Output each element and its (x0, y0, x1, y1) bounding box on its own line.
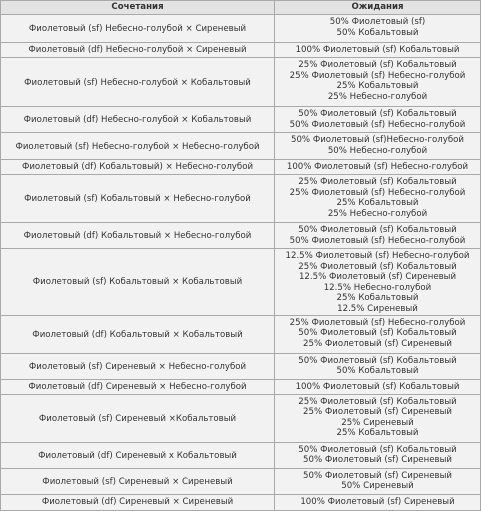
combination-cell: Фиолетовый (df) Сиреневый x Кобальтовый (1, 442, 275, 468)
expectation-line: 50% Фиолетовый (sf) Небесно-голубой (289, 235, 466, 246)
combination-cell: Фиолетовый (df) Кобальтовый × Кобальтовый (1, 315, 275, 353)
expectations-cell (275, 160, 481, 175)
expectations-cell (275, 58, 481, 107)
expectation-line: 12.5% Сиреневый (337, 303, 418, 314)
table-row (1, 133, 481, 160)
combination-cell: Фиолетовый (df) Небесно-голубой × Сиреневый (1, 43, 275, 58)
combination-cell: Фиолетовый (sf) Сиреневый ×Кобальтовый (1, 394, 275, 442)
table-row (1, 494, 481, 510)
table-row (1, 442, 481, 468)
expectation-line: 50% Фиолетовый (sf) Кобальтовый (298, 328, 457, 339)
table-row (1, 249, 481, 316)
expectations-cell (275, 379, 481, 394)
table-row (1, 58, 481, 107)
expectation-line: 25% Фиолетовый (sf) Сиреневый (303, 407, 452, 418)
expectations-cell (275, 107, 481, 133)
expectation-line: 50% Фиолетовый (sf) Кобальтовый (298, 109, 457, 119)
combination-cell: Фиолетовый (sf) Кобальтовый × Небесно-голубой (1, 175, 275, 223)
combination-cell: Фиолетовый (sf) Кобальтовый × Кобальтовый (1, 249, 275, 316)
expectation-line: 50% Фиолетовый (sf) Сиреневый (303, 470, 452, 481)
expectation-line: 25% Кобальтовый (336, 293, 419, 304)
expectation-line: 25% Кобальтовый (336, 198, 419, 209)
expectation-line: 25% Небесно-голубой (327, 91, 428, 102)
expectations-cell (275, 249, 481, 316)
expectation-line: 100% Фиолетовый (sf) Небесно-голубой (286, 162, 469, 172)
expectation-line: 25% Фиолетовый (sf) Кобальтовый (298, 261, 457, 272)
expectation-line: 25% Фиолетовый (sf) Кобальтовый (298, 396, 457, 407)
combination-cell: Фиолетовый (df) Сиреневый × Сиреневый (1, 494, 275, 510)
combination-cell: Фиолетовый (sf) Небесно-голубой × Сиреневый (1, 15, 275, 43)
table-row (1, 15, 481, 43)
column-header-expectations: Ожидания (275, 1, 481, 15)
table-row (1, 107, 481, 133)
expectation-line: 25% Фиолетовый (sf) Кобальтовый (298, 177, 457, 187)
combination-cell: Фиолетовый (sf) Сиреневый × Сиреневый (1, 468, 275, 494)
expectation-line: 25% Фиолетовый (sf) Небесно-голубой (289, 317, 466, 328)
expectations-cell (275, 175, 481, 223)
combination-cell: Фиолетовый (df) Небесно-голубой × Кобальтовый (1, 107, 275, 133)
expectation-line: 12.5% Фиолетовый (sf) Сиреневый (298, 272, 457, 283)
combination-cell: Фиолетовый (sf) Сиреневый × Небесно-голубой (1, 353, 275, 379)
combination-cell: Фиолетовый (df) Сиреневый × Небесно-голубой (1, 379, 275, 394)
expectation-line: 25% Кобальтовый (336, 81, 419, 92)
table-header-row (1, 1, 481, 15)
expectation-line: 50% Небесно-голубой (327, 145, 428, 156)
expectation-line: 50% Сиреневый (341, 481, 414, 492)
expectation-line: 25% Фиолетовый (sf) Кобальтовый (298, 60, 457, 70)
table-row (1, 43, 481, 58)
expectation-line: 25% Небесно-голубой (327, 208, 428, 219)
table-row (1, 315, 481, 353)
expectations-cell (275, 43, 481, 58)
table-row (1, 175, 481, 223)
expectation-line: 25% Фиолетовый (sf) Небесно-голубой (289, 70, 466, 81)
expectation-line: 100% Фиолетовый (sf) Кобальтовый (295, 381, 460, 392)
expectations-cell (275, 494, 481, 510)
expectation-line: 50% Фиолетовый (sf) Кобальтовый (298, 444, 457, 455)
expectation-line: 50% Фиолетовый (sf) Кобальтовый (298, 225, 457, 235)
expectation-line: 25% Сиреневый (341, 417, 414, 428)
expectations-cell (275, 133, 481, 160)
table-row (1, 394, 481, 442)
expectation-line: 50% Фиолетовый (sf) Сиреневый (303, 455, 452, 466)
expectation-line: 50% Фиолетовый (sf) Кобальтовый (298, 355, 457, 366)
expectation-line: 50% Кобальтовый (336, 27, 419, 38)
expectation-line: 25% Кобальтовый (336, 428, 419, 439)
expectation-line: 50% Фиолетовый (sf) Небесно-голубой (289, 119, 466, 130)
expectation-line: 50% Кобальтовый (336, 366, 419, 377)
expectation-line: 12.5% Небесно-голубой (323, 282, 432, 293)
expectation-line: 25% Фиолетовый (sf) Небесно-голубой (289, 187, 466, 198)
expectations-cell (275, 394, 481, 442)
table-body (1, 15, 481, 511)
expectation-line: 100% Фиолетовый (sf) Кобальтовый (295, 45, 460, 55)
expectations-cell (275, 315, 481, 353)
combination-cell: Фиолетовый (sf) Небесно-голубой × Кобальтовый (1, 58, 275, 107)
expectation-line: 25% Фиолетовый (sf) Сиреневый (303, 338, 452, 349)
table-row (1, 468, 481, 494)
combination-cell: Фиолетовый (df) Кобальтовый × Небесно-голубой (1, 223, 275, 249)
table-row (1, 160, 481, 175)
table-row (1, 353, 481, 379)
expectations-cell (275, 442, 481, 468)
expectation-line: 100% Фиолетовый (sf) Сиреневый (300, 496, 455, 507)
expectations-cell (275, 15, 481, 43)
table-row (1, 223, 481, 249)
combination-cell: Фиолетовый (df) Кобальтовый) × Небесно-голубой (1, 160, 275, 175)
column-header-combinations: Сочетания (1, 1, 275, 15)
expectations-cell (275, 223, 481, 249)
expectation-line: 12.5% Фиолетовый (sf) Небесно-голубой (285, 251, 470, 261)
expectations-cell (275, 468, 481, 494)
expectation-line: 50% Фиолетовый (sf) (329, 17, 426, 27)
expectations-cell (275, 353, 481, 379)
expectation-line: 50% Фиолетовый (sf)Небесно-голубой (290, 135, 465, 145)
combination-cell: Фиолетовый (sf) Небесно-голубой × Небесно-голубой (1, 133, 275, 160)
table-row (1, 379, 481, 394)
